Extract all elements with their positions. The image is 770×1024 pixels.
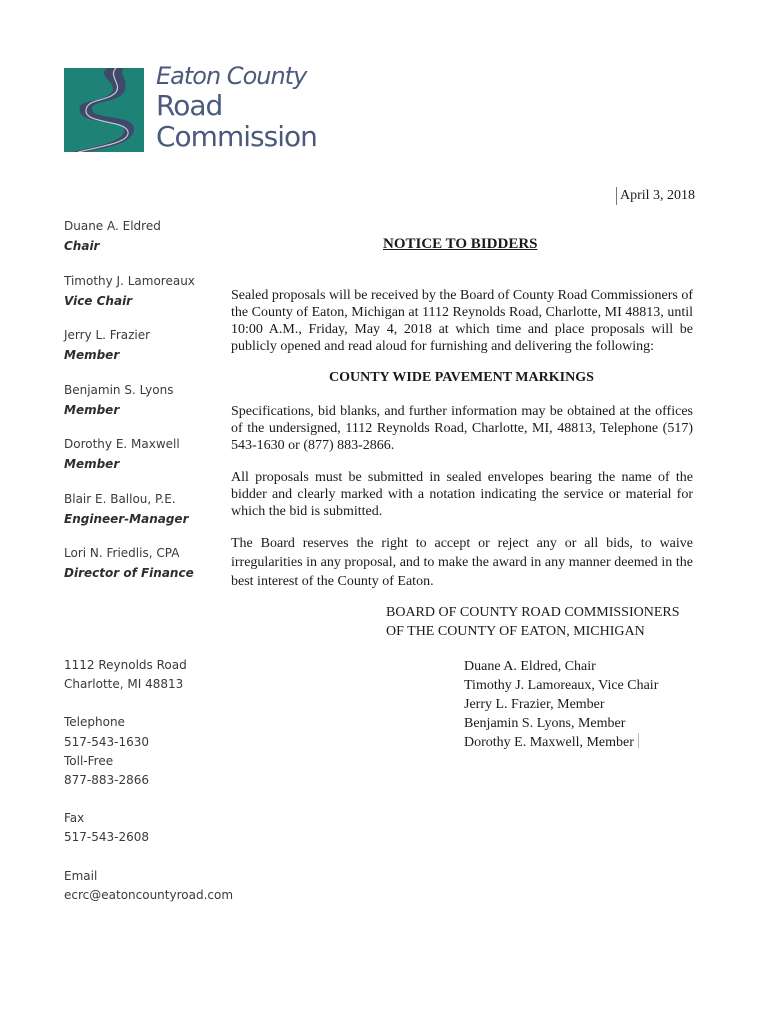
official-name: Benjamin S. Lyons	[64, 382, 174, 397]
address-line-2: Charlotte, MI 48813	[64, 677, 184, 692]
notice-subheading: COUNTY WIDE PAVEMENT MARKINGS	[329, 370, 594, 385]
official-entry	[64, 489, 244, 544]
signatory-list	[464, 657, 658, 752]
official-title: Director of Finance	[64, 566, 194, 580]
email-address[interactable]: ecrc@eatoncountyroad.com	[64, 887, 234, 902]
fax-label: Fax	[64, 811, 85, 826]
tollfree-label: Toll-Free	[64, 753, 114, 768]
telephone-label: Telephone	[64, 715, 125, 730]
official-entry	[64, 434, 244, 489]
official-title: Member	[64, 348, 120, 362]
text-cursor	[638, 733, 639, 748]
notice-heading: NOTICE TO BIDDERS	[383, 236, 538, 252]
official-title: Chair	[64, 239, 100, 253]
official-entry	[64, 380, 244, 435]
notice-paragraph-4: The Board reserves the right to accept or reject any or all bids, to waive irregularities in any proposal, and to make the award in any manner deemed in the best interest of the County of Eaton.	[231, 536, 693, 589]
signatory: Benjamin S. Lyons, Member	[464, 716, 626, 731]
logo-line-1: Eaton County	[156, 62, 307, 90]
official-name: Dorothy E. Maxwell	[64, 437, 180, 451]
logo-line-3: Commission	[156, 120, 317, 153]
official-name: Timothy J. Lamoreaux	[64, 273, 195, 288]
official-title: Member	[64, 402, 120, 417]
signatory: Jerry L. Frazier, Member	[464, 697, 605, 712]
fax-number: 517-543-2608	[64, 830, 150, 845]
sidebar-officials	[64, 216, 244, 598]
tollfree-number: 877-883-2866	[64, 773, 150, 788]
logo-line-2: Road	[156, 89, 223, 122]
official-entry	[64, 271, 244, 326]
signatory-row	[464, 733, 658, 752]
signatory: Duane A. Eldred, Chair	[464, 659, 596, 674]
notice-paragraph-2: Specifications, bid blanks, and further information may be obtained at the offices of the undersigned, 1112 Reynolds Road, Charlotte, MI, 48813, Telephone (517) 543-1630 or (877) 883-2866.	[231, 404, 693, 453]
official-name: Lori N. Friedlis, CPA	[64, 546, 180, 560]
official-name: Duane A. Eldred	[64, 219, 161, 233]
official-entry	[64, 325, 244, 380]
official-title: Vice Chair	[64, 293, 133, 308]
signatory: Dorothy E. Maxwell, Member	[464, 735, 634, 750]
letter-date: April 3, 2018	[616, 187, 695, 205]
telephone-number: 517-543-1630	[64, 734, 150, 749]
notice-paragraph-1: Sealed proposals will be received by the Board of County Road Commissioners of the County of Eaton, Michigan at 1112 Reynolds Road, Charlotte, MI 48813, until 10:00 A.M., Friday, May 4, 2018 at which time and place proposals will be publicly opened and read aloud for furnishing and delivering the following:	[231, 288, 693, 354]
official-title: Engineer-Manager	[64, 511, 189, 526]
road-logo-icon	[64, 68, 144, 152]
signatory: Timothy J. Lamoreaux, Vice Chair	[464, 678, 659, 693]
notice-paragraph-3: All proposals must be submitted in sealed envelopes bearing the name of the bidder and clearly marked with a notation indicating the service or material for which the bid is submitted.	[231, 470, 693, 519]
board-line-1: BOARD OF COUNTY ROAD COMMISSIONERS	[386, 605, 680, 620]
logo-wordmark	[156, 62, 346, 152]
official-title: Member	[64, 457, 120, 471]
official-name: Jerry L. Frazier	[64, 328, 151, 342]
official-name: Blair E. Ballou, P.E.	[64, 491, 176, 506]
board-line-2: OF THE COUNTY OF EATON, MICHIGAN	[386, 624, 645, 639]
official-entry	[64, 543, 244, 598]
address-line-1: 1112 Reynolds Road	[64, 658, 187, 672]
official-entry	[64, 216, 244, 271]
email-label: Email	[64, 868, 98, 883]
board-block	[386, 603, 680, 641]
sidebar-contact	[64, 656, 233, 905]
